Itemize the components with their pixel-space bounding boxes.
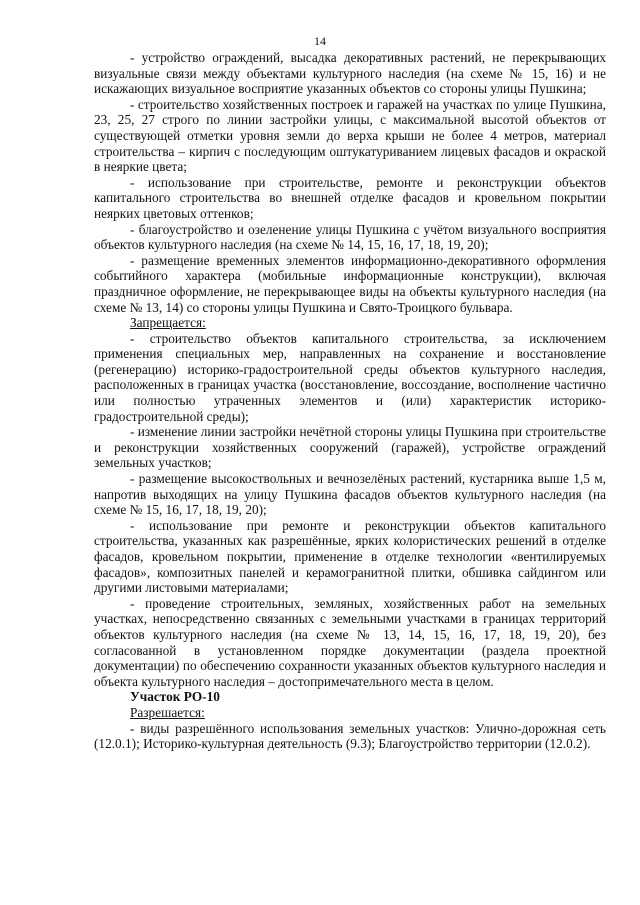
prohibited-item-bright-colors: - использование при ремонте и реконструкции объектов капитального строительства, указанных как разрешённые, ярких колористических решений в отделке фасадов, кровельном покрытии, применение в отделке технологии «вентилируемых фасадов», композитных панелей и керамогранитной плитки, обшивка сайдингом или другими листовыми материалами; xyxy=(94,517,606,596)
page-number: 14 xyxy=(314,34,326,48)
prohibited-item-construction: - строительство объектов капитального строительства, за исключением применения специальных мер, направленных на сохранение и восстановление (регенерацию) историко-градостроительной среды объектов культурного наследия, расположенных в границах участка (восстановление, воссоздание, восполнение частично или полностью утраченных элементов и (или) характеристик историко-градостроительной среды); xyxy=(94,330,606,424)
paragraph-temporary-decor: - размещение временных элементов информационно-декоративного оформления событийного характера (мобильные информационные конструкции), включая праздничное оформление, не перекрывающее виды на объекты культурного наследия (на схеме № 13, 14) со стороны улицы Пушкина и Свято-Троицкого бульвара. xyxy=(94,252,606,315)
permitted-item-land-use: - виды разрешённого использования земельных участков: Улично-дорожная сеть (12.0.1); Историко-культурная деятельность (9.3); Благоустройство территории (12.0.2). xyxy=(94,720,606,752)
prohibited-heading: Запрещается: xyxy=(130,315,206,331)
paragraph-outbuildings-garages: - строительство хозяйственных построек и гаражей на участках по улице Пушкина, 23, 25, 27 строго по линии застройки улицы, с максимальной высотой объектов от существующей отметки уровня земли до верха крыши не более 4 метров, материал строительства – кирпич с последующим оштукатуриванием лицевых фасадов и окраской в неяркие цвета; xyxy=(94,96,606,175)
paragraph-facade-colors: - использование при строительстве, ремонте и реконструкции объектов капитального строительства во внешней отделке фасадов и кровельном покрытии неярких цветовых оттенков; xyxy=(94,174,606,221)
paragraph-fences-planting: - устройство ограждений, высадка декоративных растений, не перекрывающих визуальные связи между объектами культурного наследия (на схеме № 15, 16) и не искажающих визуальное восприятие указанных объектов со стороны улицы Пушкина; xyxy=(94,50,606,97)
prohibited-item-building-line: - изменение линии застройки нечётной стороны улицы Пушкина при строительстве и реконструкции хозяйственных сооружений (гаражей), устройстве ограждений земельных участков; xyxy=(94,424,606,471)
prohibited-item-tall-plants: - размещение высокоствольных и вечнозелёных растений, кустарника выше 1,5 м, напротив выходящих на улицу Пушкина фасадов объектов культурного наследия (на схеме № 15, 16, 17, 18, 19, 20); xyxy=(94,471,606,518)
permitted-heading: Разрешается: xyxy=(130,704,205,720)
document-body xyxy=(94,50,606,752)
section-title: Участок РО-10 xyxy=(130,689,220,705)
paragraph-landscaping: - благоустройство и озеленение улицы Пушкина с учётом визуального восприятия объектов культурного наследия (на схеме № 14, 15, 16, 17, 18, 19, 20); xyxy=(94,221,606,253)
prohibited-item-earthworks: - проведение строительных, земляных, хозяйственных работ на земельных участках, непосредственно связанных с земельными участками в границах территорий объектов культурного наследия (на схеме № 13, 14, 15, 16, 17, 18, 19, 20), без согласованной в установленном порядке документации (раздела проектной документации) по обеспечению сохранности указанных объектов культурного наследия и объекта культурного наследия – достопримечательного места в целом. xyxy=(94,595,606,689)
